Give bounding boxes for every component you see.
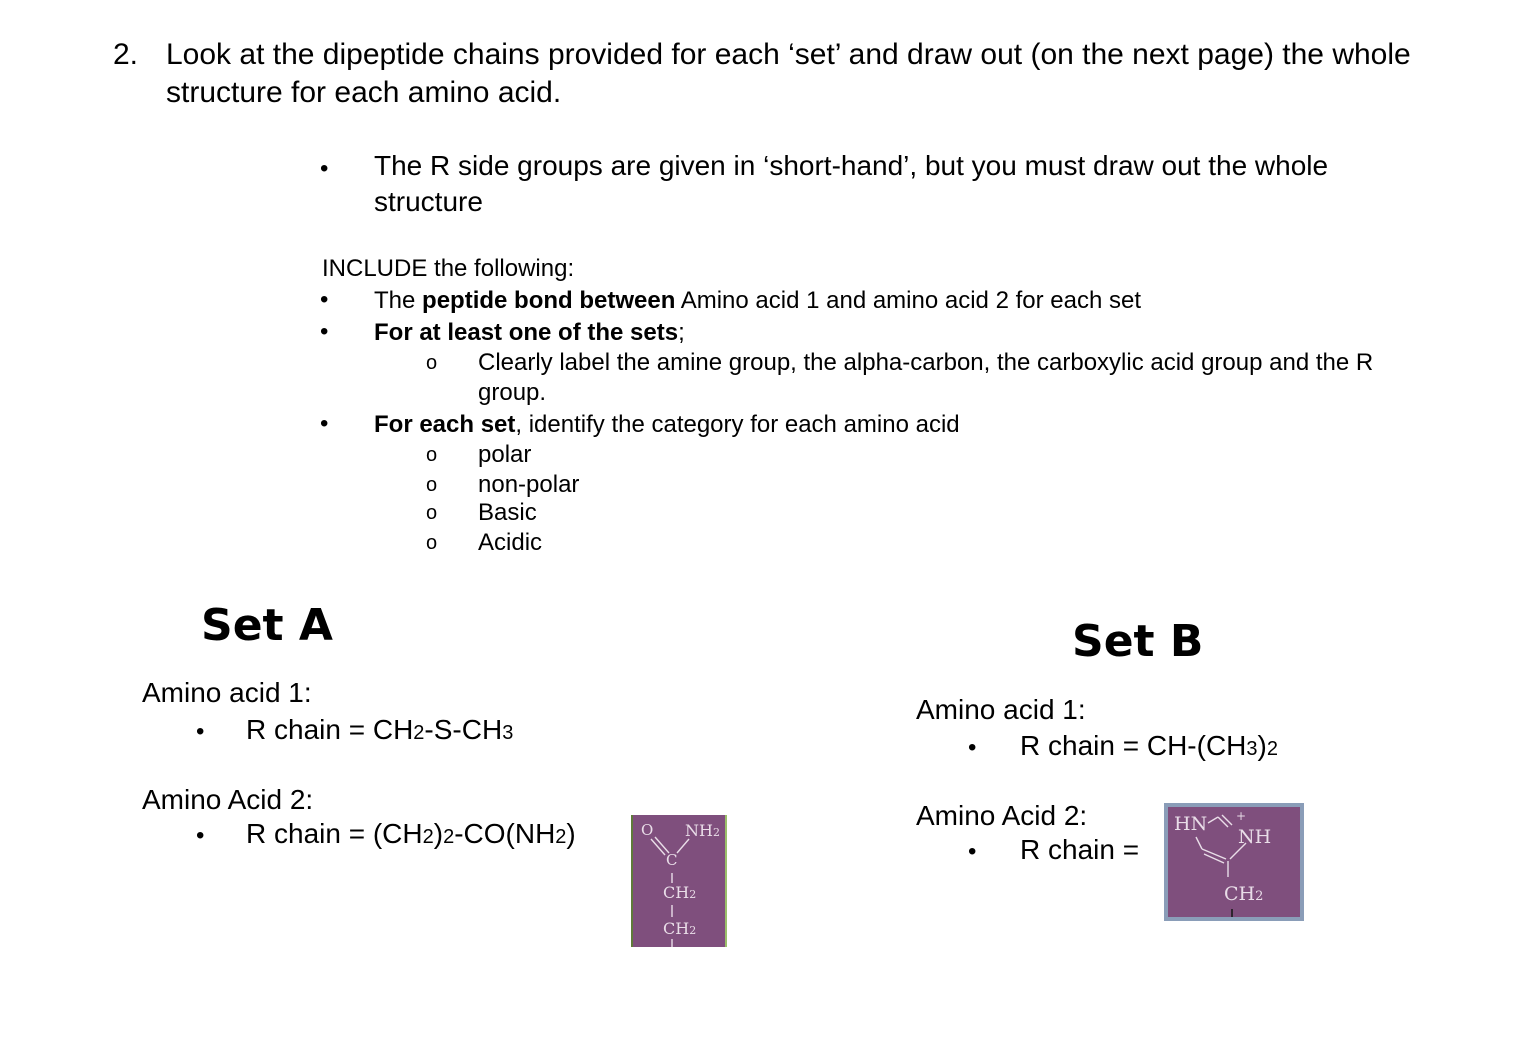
set-b-aa2-label: Amino Acid 2: bbox=[916, 800, 1088, 831]
set-b-aa1-r-chain: R chain = CH-(CH3)2 bbox=[1020, 730, 1278, 761]
include-item-peptide-bond: The peptide bond between Amino acid 1 and amino acid 2 for each set bbox=[374, 287, 1141, 314]
set-b-r-group-structure bbox=[1164, 803, 1304, 921]
set-a-aa1-label: Amino acid 1: bbox=[142, 677, 312, 708]
question-number: 2. bbox=[113, 38, 139, 71]
plus-charge: + bbox=[1236, 809, 1247, 823]
ch2-label-1: CH2 bbox=[663, 883, 697, 902]
bullet-dot: • bbox=[320, 318, 329, 345]
include-item-sets: For at least one of the sets; bbox=[374, 319, 685, 346]
ch2-label-2: CH2 bbox=[663, 919, 697, 938]
category-non-polar: non-polar bbox=[478, 471, 580, 498]
bullet-dot: • bbox=[968, 734, 977, 761]
set-a-aa1-r-chain: R chain = CH2-S-CH3 bbox=[246, 714, 514, 745]
bullet-dot: • bbox=[196, 822, 205, 849]
note-line2: structure bbox=[374, 186, 483, 217]
sub-bullet: o bbox=[426, 444, 438, 466]
set-a-aa2-r-chain: R chain = (CH2)2-CO(NH2) bbox=[246, 818, 576, 849]
category-polar: polar bbox=[478, 441, 532, 468]
hn-label: HN bbox=[1174, 813, 1208, 835]
sub-bullet: o bbox=[426, 474, 438, 496]
set-b-aa1-label: Amino acid 1: bbox=[916, 694, 1086, 725]
question-text-line2: structure for each amino acid. bbox=[166, 76, 562, 109]
bullet-dot: • bbox=[320, 155, 329, 182]
category-acidic: Acidic bbox=[478, 529, 543, 556]
question-text-line1: Look at the dipeptide chains provided for each ‘set’ and draw out (on the next page) the whole bbox=[166, 38, 1411, 71]
sub-bullet: o bbox=[426, 502, 438, 524]
carbon-label: C bbox=[666, 851, 678, 869]
bullet-dot: • bbox=[320, 410, 329, 437]
oxygen-label: O bbox=[641, 821, 654, 839]
sub-item-label-line2: group. bbox=[478, 379, 547, 406]
set-b-aa2-r-chain: R chain = bbox=[1020, 834, 1140, 865]
set-a-r-group-structure bbox=[631, 815, 727, 947]
include-heading: INCLUDE the following: bbox=[322, 255, 575, 282]
bullet-dot: • bbox=[968, 838, 977, 865]
include-item-category: For each set, identify the category for each amino acid bbox=[374, 411, 960, 438]
category-basic: Basic bbox=[478, 499, 537, 526]
bullet-dot: • bbox=[320, 286, 329, 313]
sub-bullet: o bbox=[426, 532, 438, 554]
sub-bullet: o bbox=[426, 352, 438, 374]
ch2-label: CH2 bbox=[1224, 883, 1264, 905]
set-b-title: Set B bbox=[1072, 616, 1204, 667]
nh-label: NH bbox=[1238, 826, 1272, 848]
amide-nh2-label: NH2 bbox=[685, 821, 720, 840]
set-a-aa2-label: Amino Acid 2: bbox=[142, 784, 314, 815]
set-a-title: Set A bbox=[201, 600, 333, 651]
bullet-dot: • bbox=[196, 718, 205, 745]
sub-item-label-line1: Clearly label the amine group, the alpha-carbon, the carboxylic acid group and the R bbox=[478, 349, 1374, 376]
note-line1: The R side groups are given in ‘short-hand’, but you must draw out the whole bbox=[374, 150, 1329, 181]
